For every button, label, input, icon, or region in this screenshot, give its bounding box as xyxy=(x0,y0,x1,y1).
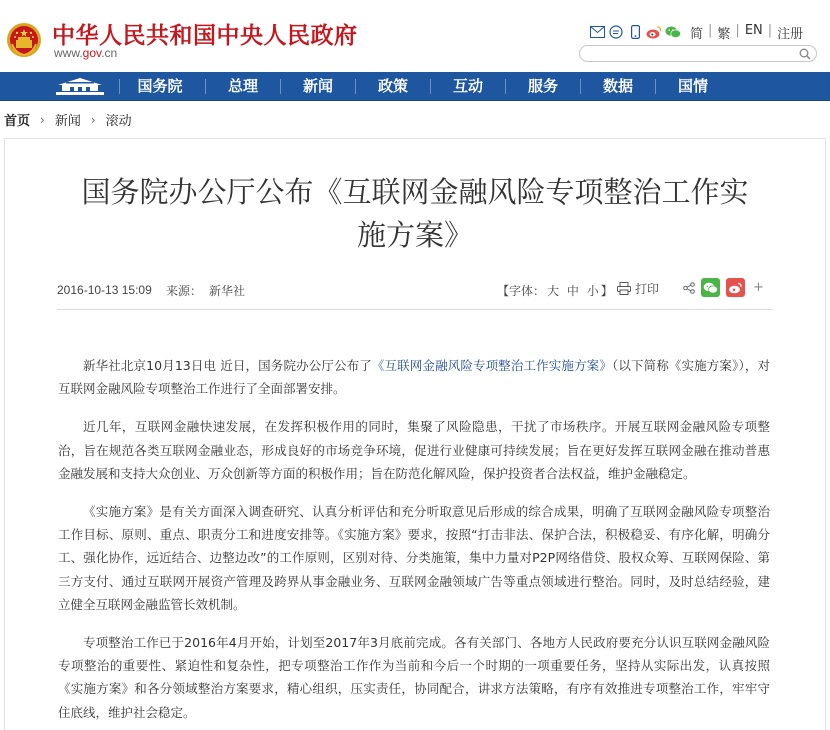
publish-date: 2016-10-13 15:09 xyxy=(57,283,152,297)
article-title-line1: 国务院办公厅公布《互联网金融风险专项整治工作实 xyxy=(81,175,749,209)
nav-divider xyxy=(280,79,281,94)
article-body xyxy=(58,354,770,730)
chat-icon[interactable] xyxy=(608,24,624,40)
site-url-suffix: .cn xyxy=(101,46,118,60)
nav-item-interaction[interactable]: 互动 xyxy=(452,77,483,95)
nav-divider xyxy=(505,79,506,94)
paragraph-text: （以下简称《实施方案》），对互联网金融风险专项整治工作进行了全面部署安排。 xyxy=(58,358,770,397)
breadcrumb xyxy=(4,110,132,129)
search-icon[interactable] xyxy=(799,48,811,60)
chevron-right-icon: › xyxy=(40,112,45,127)
nav-divider xyxy=(119,79,120,94)
more-share-icon[interactable]: + xyxy=(753,280,764,295)
nav-item-national-info[interactable]: 国情 xyxy=(677,77,708,95)
site-header xyxy=(0,0,830,72)
meta-divider xyxy=(57,309,773,310)
mail-icon[interactable] xyxy=(589,24,605,40)
printer-icon xyxy=(617,282,631,295)
breadcrumb-rolling[interactable]: 滚动 xyxy=(105,114,132,129)
article-title xyxy=(58,171,772,257)
main-nav xyxy=(0,72,830,101)
search-input[interactable] xyxy=(590,51,800,66)
article-paragraph: 《实施方案》是有关方面深入调查研究、认真分析评估和充分听取意见后形成的综合成果，明确了互联网金融风险专项整治工作目标、原则、重点、职责分工和进度安排等。《实施方案》要求，按照“打击非法、保护合法，积极稳妥、有序化解，明确分工、强化协作，远近结合、边整边改”的工作原则，区别对待、分类施策，集中力量对P2P网络借贷、股权众筹、互联网保险、第三方支付、通过互联网开展资产管理及跨界从事金融业务、互联网金融领域广告等重点领域进行整治。同时，及时总结经验，建立健全互联网金融监管长效机制。 xyxy=(58,504,770,612)
language-links xyxy=(690,23,803,42)
nav-item-news[interactable]: 新闻 xyxy=(302,77,333,95)
traditional-link[interactable]: 繁 xyxy=(717,27,731,42)
weibo-icon[interactable] xyxy=(646,24,662,40)
wechat-share-icon[interactable] xyxy=(701,278,720,297)
nav-item-data[interactable]: 数据 xyxy=(602,77,633,95)
print-button[interactable] xyxy=(617,280,659,297)
article-paragraph: 近几年，互联网金融快速发展，在发挥积极作用的同时，集聚了风险隐患，干扰了市场秩序。开展互联网金融风险专项整治，旨在规范各类互联网金融业态，形成良好的市场竞争环境，促进行业健康可持续发展；旨在更好发挥互联网金融在推动普惠金融发展和支持大众创业、万众创新等方面的积极作用；旨在防范化解风险，保护投资者合法权益，维护金融稳定。 xyxy=(58,419,770,481)
simplified-link[interactable]: 简 xyxy=(690,27,704,42)
share-bar xyxy=(683,278,764,297)
register-link[interactable]: 注册 xyxy=(777,27,804,42)
breadcrumb-home[interactable]: 首页 xyxy=(4,114,31,129)
nav-divider xyxy=(580,79,581,94)
font-size-medium-button[interactable]: 中 xyxy=(566,284,579,298)
font-size-large-button[interactable]: 大 xyxy=(547,284,560,298)
font-size-label-close: 】 xyxy=(600,284,613,298)
nav-divider xyxy=(355,79,356,94)
share-icon[interactable] xyxy=(683,282,695,294)
breadcrumb-news[interactable]: 新闻 xyxy=(54,114,81,129)
source-label: 来源： xyxy=(166,284,203,298)
site-url-gov: gov xyxy=(82,46,102,60)
mobile-icon[interactable] xyxy=(627,24,643,40)
weibo-share-icon[interactable] xyxy=(726,278,745,297)
nav-item-service[interactable]: 服务 xyxy=(527,77,558,95)
font-size-control xyxy=(497,282,613,299)
article-paragraph: 专项整治工作已于2016年4月开始，计划至2017年3月底前完成。各有关部门、各地方人民政府要充分认识互联网金融风险专项整治的重要性、紧迫性和复杂性，把专项整治工作作为当前和今后一个时期的一项重要任务，坚持从实际出发，认真按照《实施方案》和各分领域整治方案要求，精心组织，压实责任，协同配合，讲求方法策略，有序有效推进专项整治工作，牢牢守住底线，维护社会稳定。 xyxy=(58,635,770,720)
wechat-icon[interactable] xyxy=(665,24,681,40)
policy-document-link[interactable]: 《互联网金融风险专项整治工作实施方案》 xyxy=(371,358,612,373)
nav-divider xyxy=(655,79,656,94)
top-icon-bar xyxy=(589,22,681,42)
search-box xyxy=(579,45,817,62)
link-separator: | xyxy=(708,23,713,38)
nav-item-policy[interactable]: 政策 xyxy=(377,77,408,95)
nav-divider xyxy=(205,79,206,94)
english-link[interactable]: EN xyxy=(744,23,763,38)
font-size-label: 【字体： xyxy=(497,284,546,298)
chevron-right-icon: › xyxy=(90,112,96,127)
paragraph-text: 新华社北京10月13日电 近日，国务院办公厅公布了 xyxy=(83,358,372,373)
nav-divider xyxy=(430,79,431,94)
site-url-prefix: www. xyxy=(54,46,83,60)
article-title-line2: 施方案》 xyxy=(356,218,473,252)
national-emblem-icon[interactable] xyxy=(6,22,42,58)
site-url xyxy=(54,46,117,60)
print-label: 打印 xyxy=(635,282,660,296)
nav-item-state-council[interactable]: 国务院 xyxy=(137,77,183,95)
link-separator: | xyxy=(767,23,773,38)
nav-item-premier[interactable]: 总理 xyxy=(227,77,258,95)
link-separator: | xyxy=(735,23,740,38)
source-name: 新华社 xyxy=(209,284,246,298)
home-gate-icon[interactable] xyxy=(52,75,108,97)
article-paragraph xyxy=(58,354,770,400)
article-meta xyxy=(57,281,773,299)
font-size-small-button[interactable]: 小 xyxy=(586,284,599,298)
site-title[interactable]: 中华人民共和国中央人民政府 xyxy=(52,23,358,49)
